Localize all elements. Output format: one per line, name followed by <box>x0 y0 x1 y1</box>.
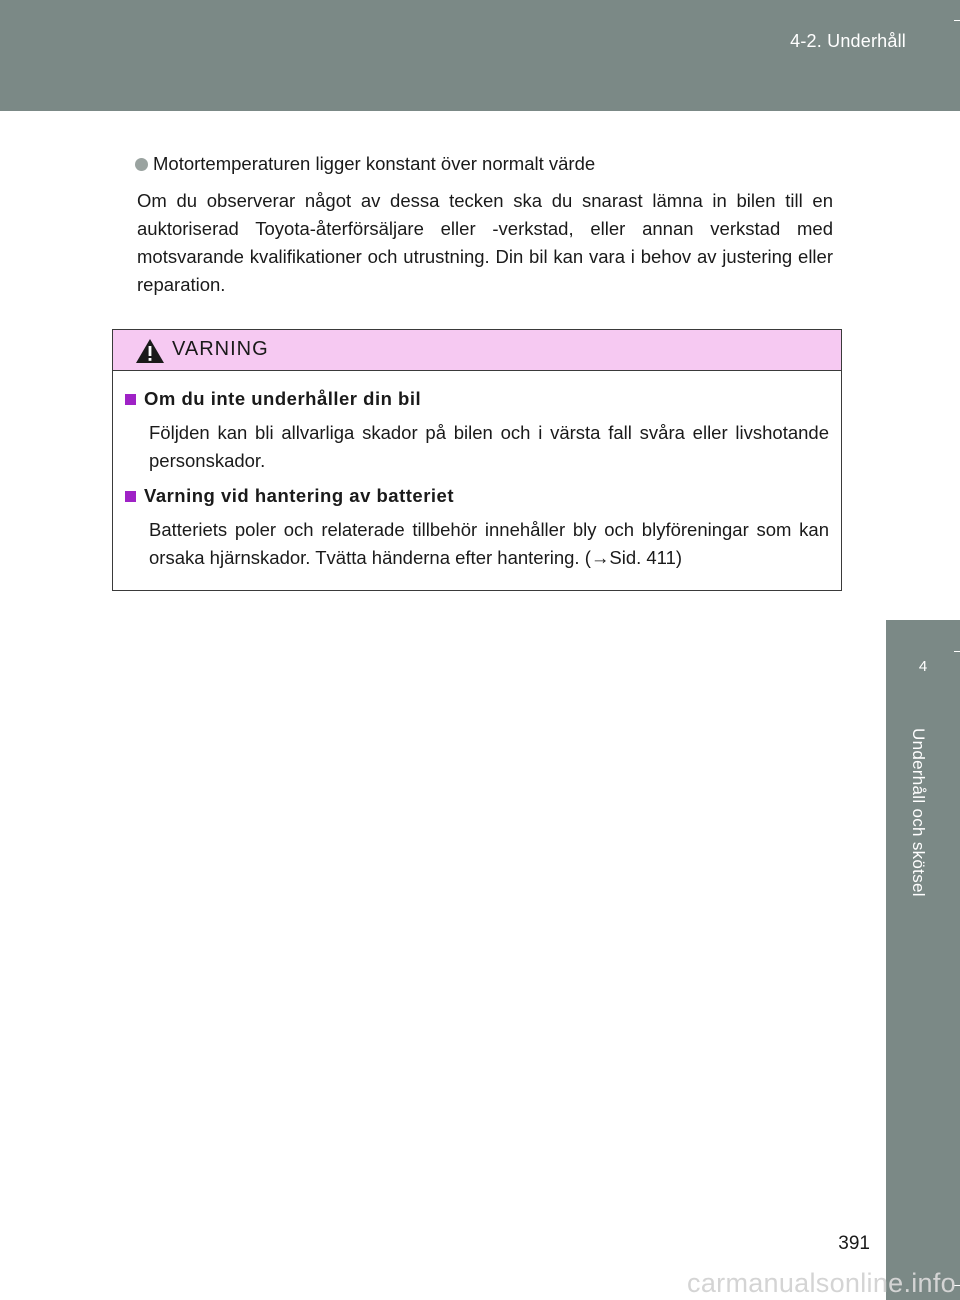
warning-triangle-icon <box>135 338 165 364</box>
section-title: 4-2. Underhåll <box>790 31 906 51</box>
main-content <box>137 150 833 299</box>
body-paragraph: Om du observerar något av dessa tecken ska du snarast lämna in bilen till en auktoriserad Toyota-återförsäljare eller -verkstad, eller annan verkstad med motsvarande kvalifikationer och utrustning. Din bil kan vara i behov av justering eller reparation. <box>137 190 833 295</box>
warning-item-title <box>125 482 829 510</box>
warning-item-text: Följden kan bli allvarliga skador på bilen och i värsta fall svåra eller livshotande personskador. <box>149 422 829 471</box>
warning-item-heading: Om du inte underhåller din bil <box>144 388 422 409</box>
bullet-text: Motortemperaturen ligger konstant över normalt värde <box>153 153 596 174</box>
warning-item-heading: Varning vid hantering av batteriet <box>144 485 454 506</box>
warning-item-title <box>125 385 829 413</box>
bullet-dot-icon <box>135 158 148 171</box>
chapter-side-band <box>886 712 960 1300</box>
warning-box <box>112 329 842 591</box>
chapter-label: Underhåll och skötsel <box>909 728 928 897</box>
crop-mark <box>954 651 960 652</box>
bullet-item <box>135 150 833 178</box>
warning-title: VARNING <box>172 338 269 360</box>
watermark: carmanualsonline.info <box>687 1268 956 1298</box>
page-number: 391 <box>838 1233 870 1254</box>
crop-mark <box>954 20 960 21</box>
chapter-tab <box>886 620 960 712</box>
header-band <box>0 0 960 111</box>
chapter-number: 4 <box>918 658 928 675</box>
warning-body <box>113 371 841 572</box>
warning-item-text: Batteriets poler och relaterade tillbehör innehåller bly och blyföreningar som kan orsaka hjärnskador. Tvätta händerna efter hantering. (→Sid. 411) <box>149 519 829 568</box>
square-bullet-icon <box>125 394 136 405</box>
warning-header <box>113 330 841 371</box>
square-bullet-icon <box>125 491 136 502</box>
